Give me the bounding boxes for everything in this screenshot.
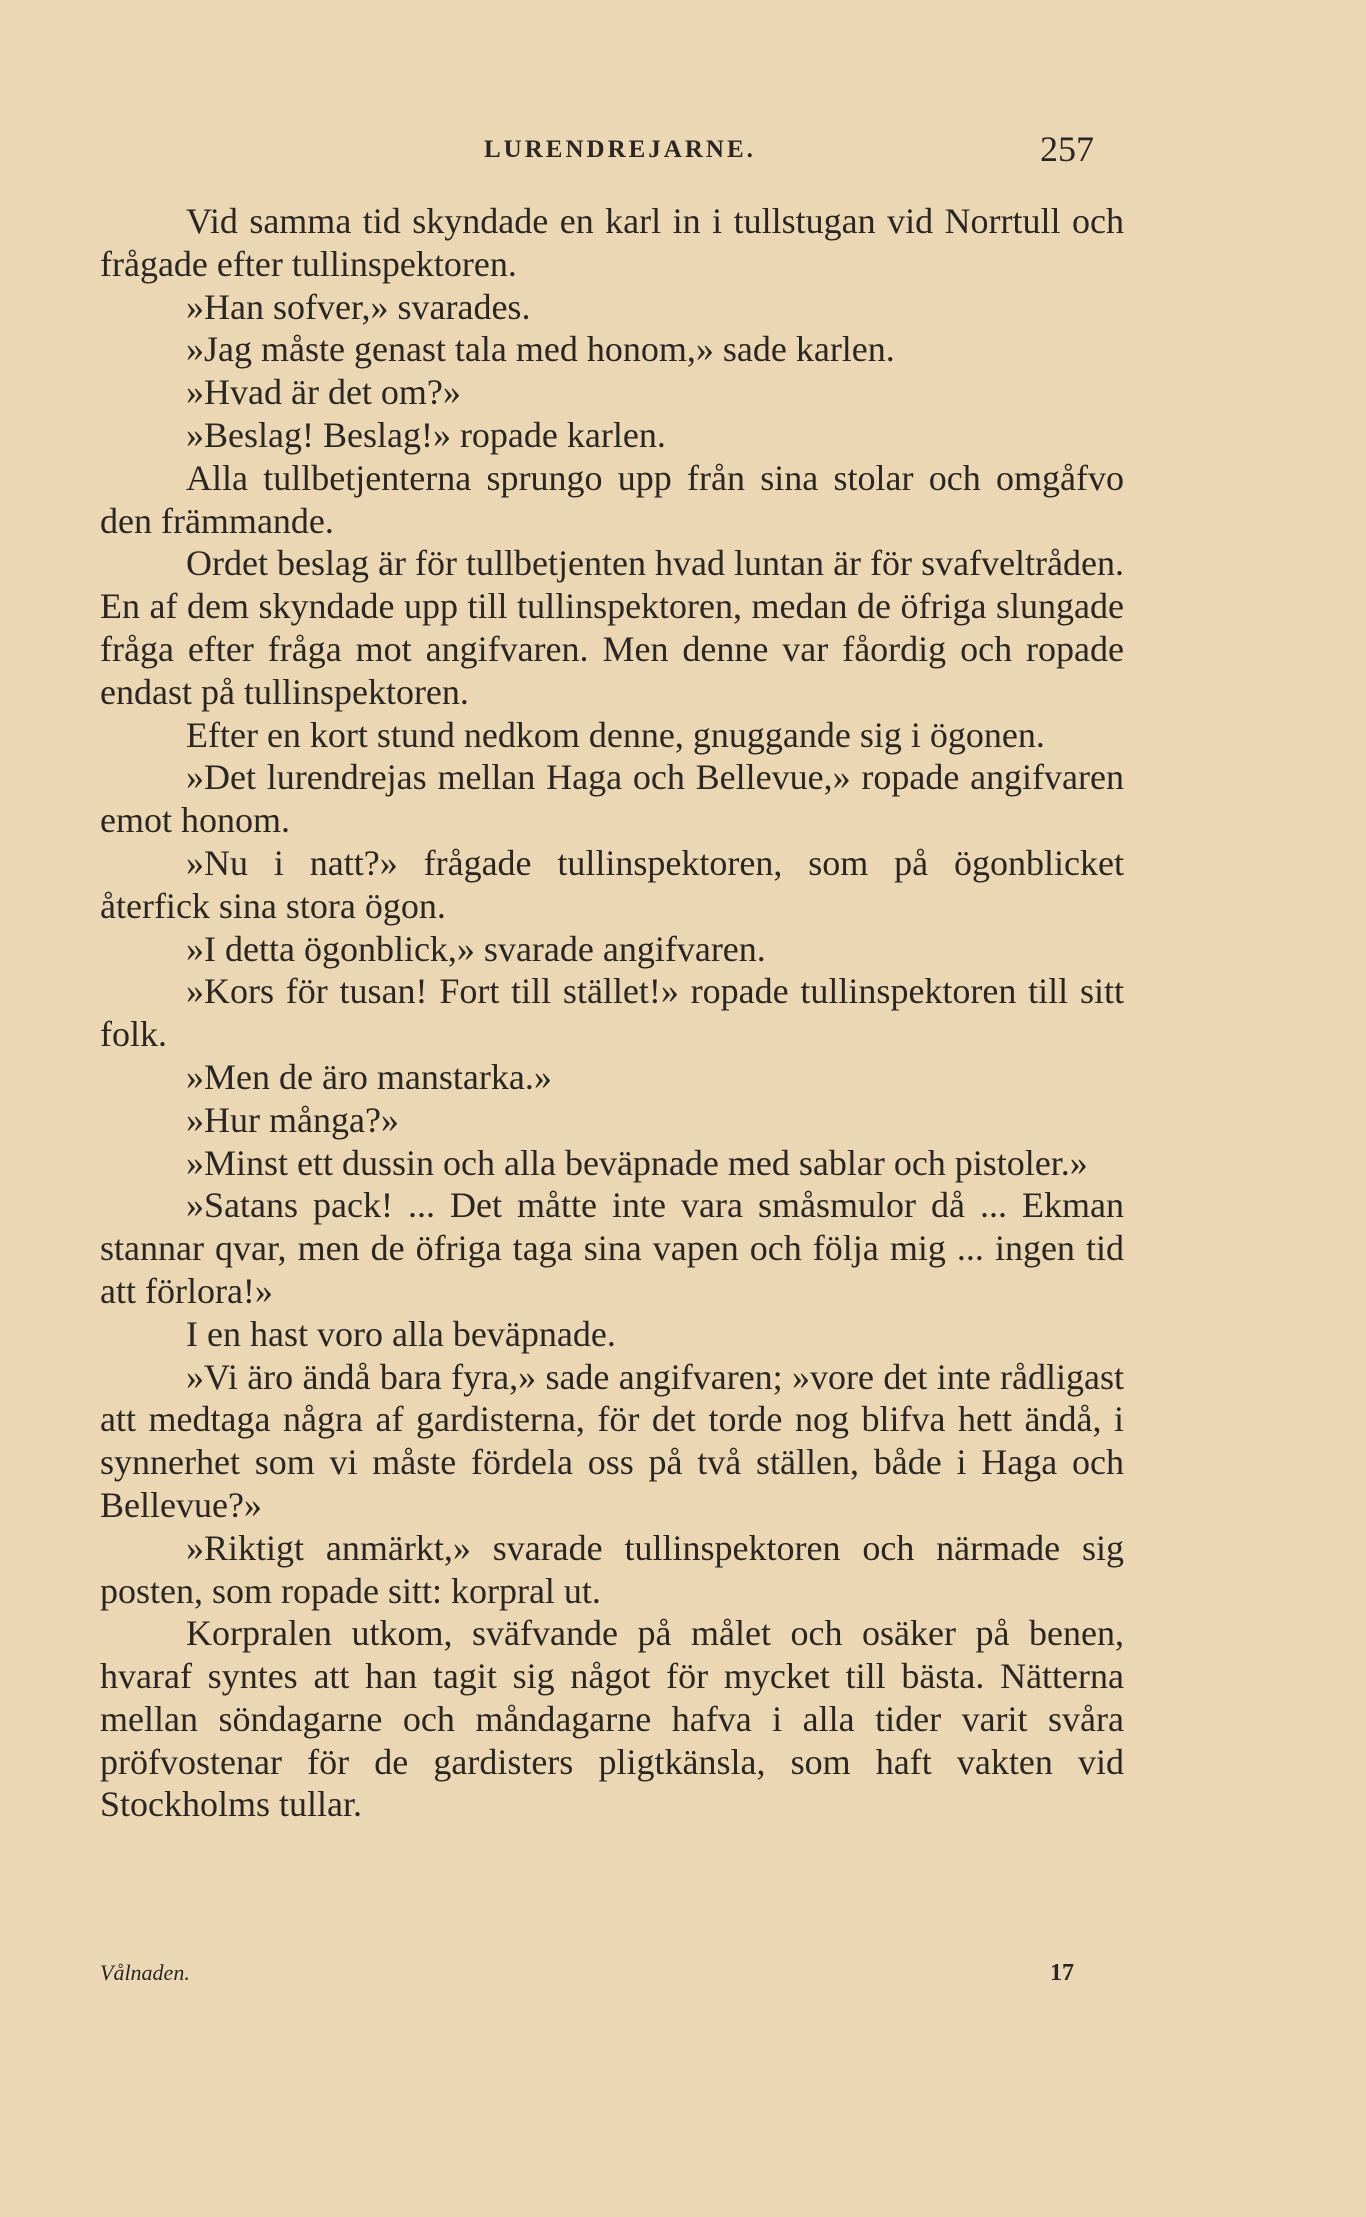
paragraph: Efter en kort stund nedkom denne, gnuggande sig i ögonen. bbox=[186, 714, 1045, 755]
paragraph: »Satans pack! ... Det måtte inte vara småsmulor då ... Ekman stannar qvar, men de öfriga taga sina vapen och följa mig ... ingen tid att förlora!» bbox=[100, 1185, 1124, 1311]
paragraph: »Han sofver,» svarades. bbox=[186, 286, 531, 327]
paragraph: Korpralen utkom, sväfvande på målet och osäker på benen, hvaraf syntes att han tagit sig något för mycket till bästa. Nätterna mellan söndagarne och måndagarne hafva i alla tider varit svåra pröfvostenar för de gardisters pligtkänsla, som haft vakten vid Stockholms tullar. bbox=[100, 1613, 1124, 1825]
paragraph: »Vi äro ändå bara fyra,» sade angifvaren; »vore det inte rådligast att medtaga några af gardisterna, för det torde nog blifva hett ändå, i synnerhet som vi måste fördela oss på två ställen, både i Haga och Bellevue?» bbox=[100, 1356, 1124, 1525]
paragraph: »I detta ögonblick,» svarade angifvaren. bbox=[186, 928, 766, 969]
page-header bbox=[100, 128, 1100, 168]
page-body bbox=[100, 200, 1124, 1826]
page-footer bbox=[100, 1960, 1100, 2000]
paragraph: Ordet beslag är för tullbetjenten hvad luntan är för svafveltråden. En af dem skyndade upp till tullinspektoren, medan de öfriga slungade fråga efter fråga mot angifvaren. Men denne var fåordig och ropade endast på tullinspektoren. bbox=[100, 543, 1124, 712]
signature-mark: Vålnaden. bbox=[100, 1960, 190, 1985]
paragraph: »Riktigt anmärkt,» svarade tullinspektoren och närmade sig posten, som ropade sitt: korpral ut. bbox=[100, 1527, 1124, 1611]
paragraph: »Men de äro manstarka.» bbox=[186, 1056, 552, 1097]
page-number: 257 bbox=[1040, 129, 1094, 169]
paragraph: »Det lurendrejas mellan Haga och Bellevue,» ropade angifvaren emot honom. bbox=[100, 757, 1124, 841]
paragraph: »Minst ett dussin och alla beväpnade med sablar och pistoler.» bbox=[186, 1142, 1088, 1183]
paragraph: »Hur många?» bbox=[186, 1099, 399, 1140]
sheet-number: 17 bbox=[1050, 1960, 1074, 1986]
paragraph: Vid samma tid skyndade en karl in i tullstugan vid Norrtull och frågade efter tullinspektoren. bbox=[100, 201, 1124, 284]
running-title: LURENDREJARNE. bbox=[484, 136, 756, 163]
paragraph: I en hast voro alla beväpnade. bbox=[186, 1313, 616, 1354]
paragraph: »Kors för tusan! Fort till stället!» ropade tullinspektoren till sitt folk. bbox=[100, 971, 1124, 1055]
paragraph: »Nu i natt?» frågade tullinspektoren, som på ögonblicket återfick sina stora ögon. bbox=[100, 842, 1124, 926]
paragraph: Alla tullbetjenterna sprungo upp från sina stolar och omgåfvo den främmande. bbox=[100, 457, 1124, 541]
paragraph: »Jag måste genast tala med honom,» sade karlen. bbox=[186, 329, 895, 370]
paragraph: »Hvad är det om?» bbox=[186, 372, 461, 413]
paragraph: »Beslag! Beslag!» ropade karlen. bbox=[186, 414, 666, 455]
